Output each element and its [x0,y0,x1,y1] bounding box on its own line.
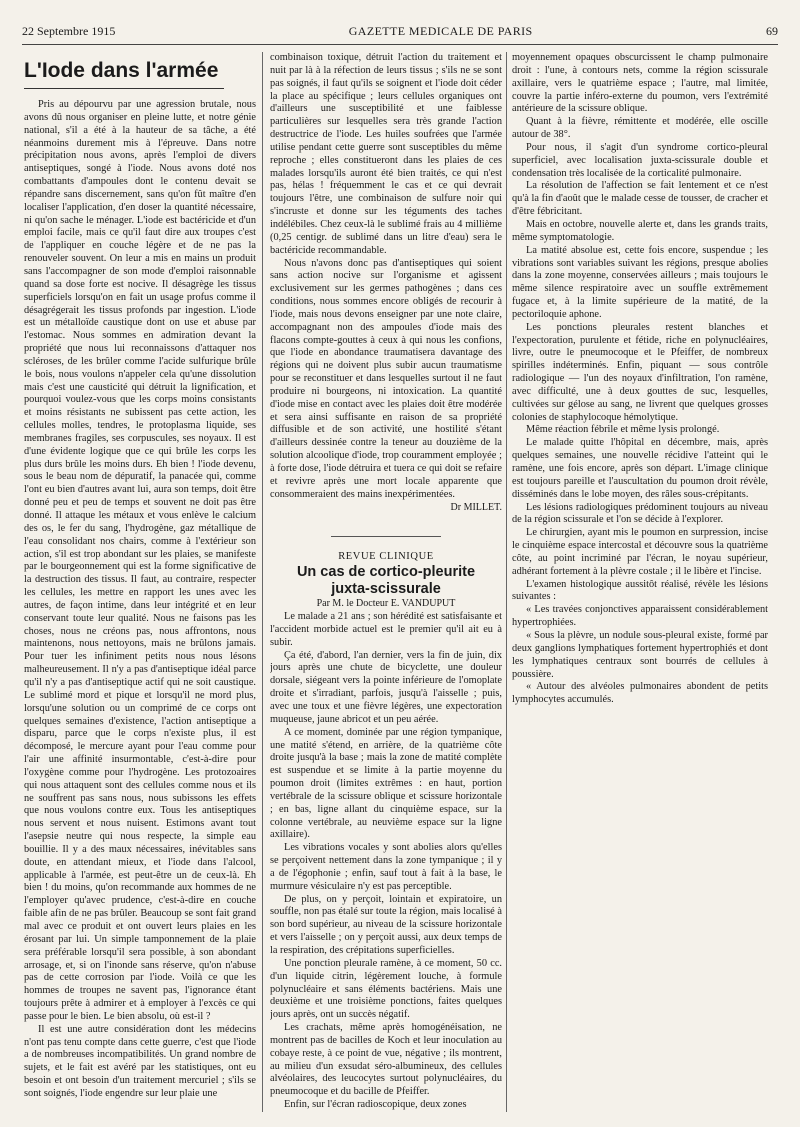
article-paragraph: Pour nous, il s'agit d'un syndrome cortico-pleural superficiel, avec localisation juxta-scissurale double et condensation très localisée de la corticalité pulmonaire. [512,141,768,179]
section-separator [331,536,441,537]
section-heading: REVUE CLINIQUE [338,551,434,563]
article-paragraph: La matité absolue est, cette fois encore, suspendue ; les vibrations sont variables suivant les régions, presque abolies dans la zone moyenne, conservées ailleurs ; mais toujours le même silence respiratoire avec un souffle extrêmement fugace et, à la limite supérieure de la matité, de la pectoriloquie aphone. [512,244,768,320]
article-byline: Par M. le Docteur E. VANDUPUT [316,598,456,610]
issue-date: 22 Septembre 1915 [22,24,116,38]
article-paragraph: Les lésions radiologiques prédominent toujours au niveau de la région scissurale et l'on se décide à l'explorer. [512,501,768,526]
page-number: 69 [766,24,778,38]
article-paragraph: Le malade quitte l'hôpital en décembre, mais, après quelques semaines, une nouvelle récidive l'atteint qui le ramène, une fois encore, après son départ. L'image clinique est toujours pareille et l'auscultation du poumon droit révèle, disséminés dans le lobe moyen, des râles sous-crépitants. [512,437,768,500]
article-title: L'Iode dans l'armée [24,59,219,82]
column-divider [506,52,507,1112]
column-divider [262,52,263,1112]
article-paragraph: Le chirurgien, ayant mis le poumon en surpression, incise le cinquième espace intercostal et découvre sous la quatrième côte, au point incriminé par l'écran, le noyau supérieur, adhérant fortement à la plèvre costale ; il le libère et l'incise. [512,527,768,577]
article-paragraph: « Autour des alvéoles pulmonaires abondent de petits lymphocytes accumulés. [512,681,768,706]
title-underline [24,88,224,89]
article-paragraph: Le malade a 21 ans ; son hérédité est satisfaisante et l'accident morbide actuel est le premier qu'il ait eu à subir. [270,611,502,648]
article-paragraph: Les ponctions pleurales restent blanches et l'expectoration, purulente et fétide, riche en polynucléaires, livre, outre le pneumocoque et le Pfeiffer, de nombreux spirilles indéterminés. Enfin, piquant — sous contrôle radiologique — l'un des noyaux d'infiltration, l'on ramène, avec difficulté, une à deux gouttes de suc, lesquelles, cultivées sur gélose au sang, ne livrent que quelques grosses colonies de staphylocoque hémolytique. [512,321,768,423]
article-paragraph: « Sous la plèvre, un nodule sous-pleural existe, formé par deux ganglions lymphatiques fortement hypertrophiés et dont les lymphatiques centraux sont bourrés de cellules à poussière. [512,629,768,680]
header-rule [22,44,778,45]
article-paragraph: Enfin, sur l'écran radioscopique, deux zones [284,1099,467,1111]
article-paragraph: De plus, on y perçoit, lointain et expiratoire, un souffle, non pas étalé sur toute la région, mais localisé à son bord supérieur, au niveau de la scissure horizontale et vers l'aisselle ; on y perçoit aussi, aux deux temps de la respiration, des crépitations superficielles. [270,893,502,956]
article-signature: Dr MILLET. [450,501,502,513]
article-paragraph: Les crachats, même après homogénéisation, ne montrent pas de bacilles de Koch et leur inoculation au cobaye reste, à ce point de vue, négative ; ils montrent, au milieu d'un exsudat séro-albumineux, des cellules alvéolaires, des leucocytes surtout polynucléaires, du pneumocoque et du bacille de Pfeiffer. [270,1022,502,1098]
article-paragraph: A ce moment, dominée par une région tympanique, une matité s'étend, en arrière, de la quatrième côte droite jusqu'à la base ; mais la zone de matité complète est suspendue et se limite à la partie moyenne du poumon droit (limites extrêmes : en haut, portion vertébrale de la scissure oblique et scissure horizontale ; en bas, ligne allant du cinquième espace, sur la colonne vertébrale, au neuvième espace sur la ligne axillaire). [270,726,502,841]
journal-name: GAZETTE MEDICALE DE PARIS [348,24,533,38]
article-paragraph: Il est une autre considération dont les médecins n'ont pas tenu compte dans cette guerre, c'est que l'iode a de nombreuses incompatibilités. Un grand nombre de sujets, et le fait est avéré par les statistiques, ont eu besoin et ont besoin d'un traitement mercuriel ; s'ils se sont soignés, l'iode engendre sur leur plaie une [24,1023,256,1099]
article-paragraph: Mais en octobre, nouvelle alerte et, dans les grands traits, même symptomatologie. [512,218,768,243]
column-1 [24,52,256,1112]
article-paragraph: L'examen histologique aussitôt réalisé, révèle les lésions suivantes : [512,578,768,603]
article-title: Un cas de cortico-pleurite [296,564,476,581]
article-paragraph: Les vibrations vocales y sont abolies alors qu'elles se perçoivent nettement dans la zone tympanique ; il y a de l'égophonie ; enfin, sauf tout à fait à la base, le murmure vésiculaire n'y est pas perceptible. [270,842,502,892]
article-paragraph: Une ponction pleurale ramène, à ce moment, 50 cc. d'un liquide citrin, légèrement louche, à formule polynucléaire et sans éléments bactériens. Mais une deuxième et une troisième ponctions, faites quelques jours après, ont un succès négatif. [270,957,502,1021]
article-paragraph: « Les travées conjonctives apparaissent considérablement hypertrophiées. [512,604,768,629]
article-paragraph-continued: combinaison toxique, détruit l'action du traitement et nuit par là à la réfection de leurs tissus ; s'ils ne se sont pas soignés, il faut qu'ils se soignent et l'iode doit céder la place au spécifique ; leurs cellules organiques ont d'ailleurs une susceptibilité et une faiblesse particulières sur lesquelles sera très grande l'action destructrice de l'iode. Les huiles soufrées que l'armée utilise pendant cette guerre sont susceptibles du même reproche ; elles constitueront dans les plaies de ces malades lorsqu'ils auront été bien traités, ce qui n'est pas, hélas ! fréquemment le cas et ce qui devrait toujours l'être, une combinaison de sulfure noir qui s'incruste et donne sur les téguments des taches indélébiles. Chez ceux-là le sublimé frais au 4 millième (0,25 centigr. de sublimé dans un litre d'eau) sera le bactéricide recommandable. [270,52,502,256]
column-2 [270,52,502,1112]
article-paragraph-continued: moyennement opaques obscurcissent le champ pulmonaire droit : l'une, à contours nets, comme la région scissurale axillaire, vers le quatrième espace ; l'autre, mal limitée, couvre la partie inféro-externe du poumon, vers l'extrémité antérieure de la scissure oblique. [512,52,768,115]
article-paragraph: Pris au dépourvu par une agression brutale, nous avons dû nous organiser en pleine lutte, et notre génie national, s'il a été à la hauteur de sa tâche, a été néanmoins durement mis à l'épreuve. Dans notre précipitation nous avons, après l'emploi de divers antiseptiques, songé à l'iode. Nous avons doté nos combattants d'ampoules dont le contenu devait se répandre sans discernement, sans qu'on fût maître d'en localiser l'application, d'en doser la quantité nécessaire, ni qu'on sache le ménager. L'iode est bactéricide et d'un emploi facile, mais ce qu'il faut dire aux troupes c'est de l'appliquer en couche légère et de ne pas la renouveler souvent. On leur a mis en mains un produit sans l'accompagner de son mode d'emploi raisonnable quand sa dose forte est nocive. Il désagrège les tissus superficiels lorsqu'on en fait un usage profus comme il désagrégerait les tissus profonds par ingestion. L'iode est un métalloïde caustique dont on use et abuse par l'estomac. Nous sommes en admiration devant la propriété que nous lui reconnaissons d'attaquer nos scléroses, de les brûler comme l'acide sulfurique brûle le bois, nous voulons n'appeler cela qu'une dissolution mais c'est une causticité qui détruit la lignification, et pourquoi voulez-vous que les corps moins consistants et moins résistants ne subissent pas cette action, les cellules molles, tendres, le protoplasma liquide, ses membranes fragiles, ses corpuscules, ses noyaux. Il est d'une évidente logique que ce qui brûle les corps les plus durs brûle les moins durs. Eh bien ! l'iode devenu, sous le beau nom de dépuratif, la panacée qui, comme l'ont eu bien d'autres avant lui, aura son temps, doit être donné peu et peu de temps et souvent ne doit pas être donné. Il attaque les métaux et vous enlève le calcium des os, le fer du sang, l'hydrogène, gaz métallique de l'eau consolidant nos chairs, comme à l'extérieur son action, s'il est trop abondant sur les plaies, se manifeste par le bourgeonnement qui est la forme significative de la destruction des tissus. Il faut, au contraire, respecter les cellules, les mettre en rapport les unes avec les autres, de façon intime, dans leur intégrité et en leur conservant toute leur qualité. Nous ne faisons pas les choses, nous ne créons pas, nous affrontons, nous maintenons, nous nettoyons, mais ne brûlons jamais. Pour tuer les infiniment petits nous nous lésons malheureusement. Il n'y a pas d'antiseptique idéal parce qu'il n'y a pas d'antiseptique actif qui ne soit caustique. Le sublimé mord et pique et lorsqu'il ne mord plus, lorsqu'une solution ou un comprimé de ce corps ont quelques semaines d'existence, l'action antiseptique a disparu, parce que le corps n'existe plus, il est décomposé, le mercure ayant pour l'eau comme pour l'air une affinité insurmontable, c'est-à-dire pour l'oxygène comme pour l'hydrogène. Les protozoaires qui nous attaquent sont des cellules comme nous et ils ne souffrent pas sans nous, nous subissons les effets que nous voulons contre eux. Tous les antiseptiques nous servent et nous nuisent. Estimons avant tout l'asepsie neutre qui nous respecte, la simple eau bouillie. Il y a des maux nécessaires, inévitables sans doute, en attendant mieux, et l'iode dans l'alcool, applicable à l'armée, est peut-être un de ceux-là. Eh bien ! du moins, qu'on recommande aux hommes de ne l'employer qu'avec prudence, c'est-à-dire en couche faible afin de ne pas brûler. Beaucoup se sont fait grand mal avec ce produit et ont ouvert leurs plaies en les érosant par lui. Un simple tamponnement de la plaie sera préférable lorsqu'il sera possible, à son abondant arrosage, et, si on l'inonde sans réserve, qu'on n'abuse pas de cette corrosion par l'iode. Voilà ce que les hommes de troupes ne savent pas, l'ignorance étant toujours prête à admirer et à employer à l'excès ce qui passe pour le bien. Le bien absolu, où est-il ? [24,99,256,1022]
column-3 [512,52,768,1112]
article-paragraph: Ça été, d'abord, l'an dernier, vers la fin de juin, dix jours après une chute de bicyclette, une douleur dorsale, siégeant vers la pointe inférieure de l'omoplate droite et s'irradiant, parfois, jusqu'à l'aisselle ; puis, avec une toux et une fièvre légères, une expectoration muqueuse, jaune abricot et un peu aérée. [270,649,502,725]
article-paragraph: Quant à la fièvre, rémittente et modérée, elle oscille autour de 38°. [512,116,768,141]
page-header [22,24,778,42]
article-subtitle: juxta-scissurale [331,581,441,598]
article-paragraph: Même réaction fébrile et même lysis prolongé. [526,424,720,436]
article-paragraph: Nous n'avons donc pas d'antiseptiques qui soient sans action nocive sur l'organisme et agissent exclusivement sur les germes pathogènes ; dans ces conditions, nous sommes encore obligés de recourir à l'iode, mais nous devons enseigner par une note claire, accompagnant non des ampoules d'iode mais des flacons compte-gouttes à ceux à qui nous les confions, que l'iode en abondance traumatisera davantage des régions qui ne doivent plus subir aucun traumatisme pour se reconstituer et dans lesquelles surtout il ne faut produire ni bourgeons, ni intoxication. La quantité d'iode mise en contact avec les plaies doit être modérée et sera ainsi suffisante en raison de sa propriété diffusible et de son activité, une hostilité s'étant d'ailleurs dessinée contre la teneur au douzième de la solution alcoolique d'iode, trop couramment employée ; à forte dose, l'iode détruira et tuera ce qui doit se refaire et revivre après une mort locale apparente que consommeraient des mains inexpérimentées. [270,257,502,500]
article-paragraph: La résolution de l'affection se fait lentement et ce n'est qu'à la fin d'août que le malade cesse de tousser, de cracher et d'être fébricitant. [512,180,768,218]
